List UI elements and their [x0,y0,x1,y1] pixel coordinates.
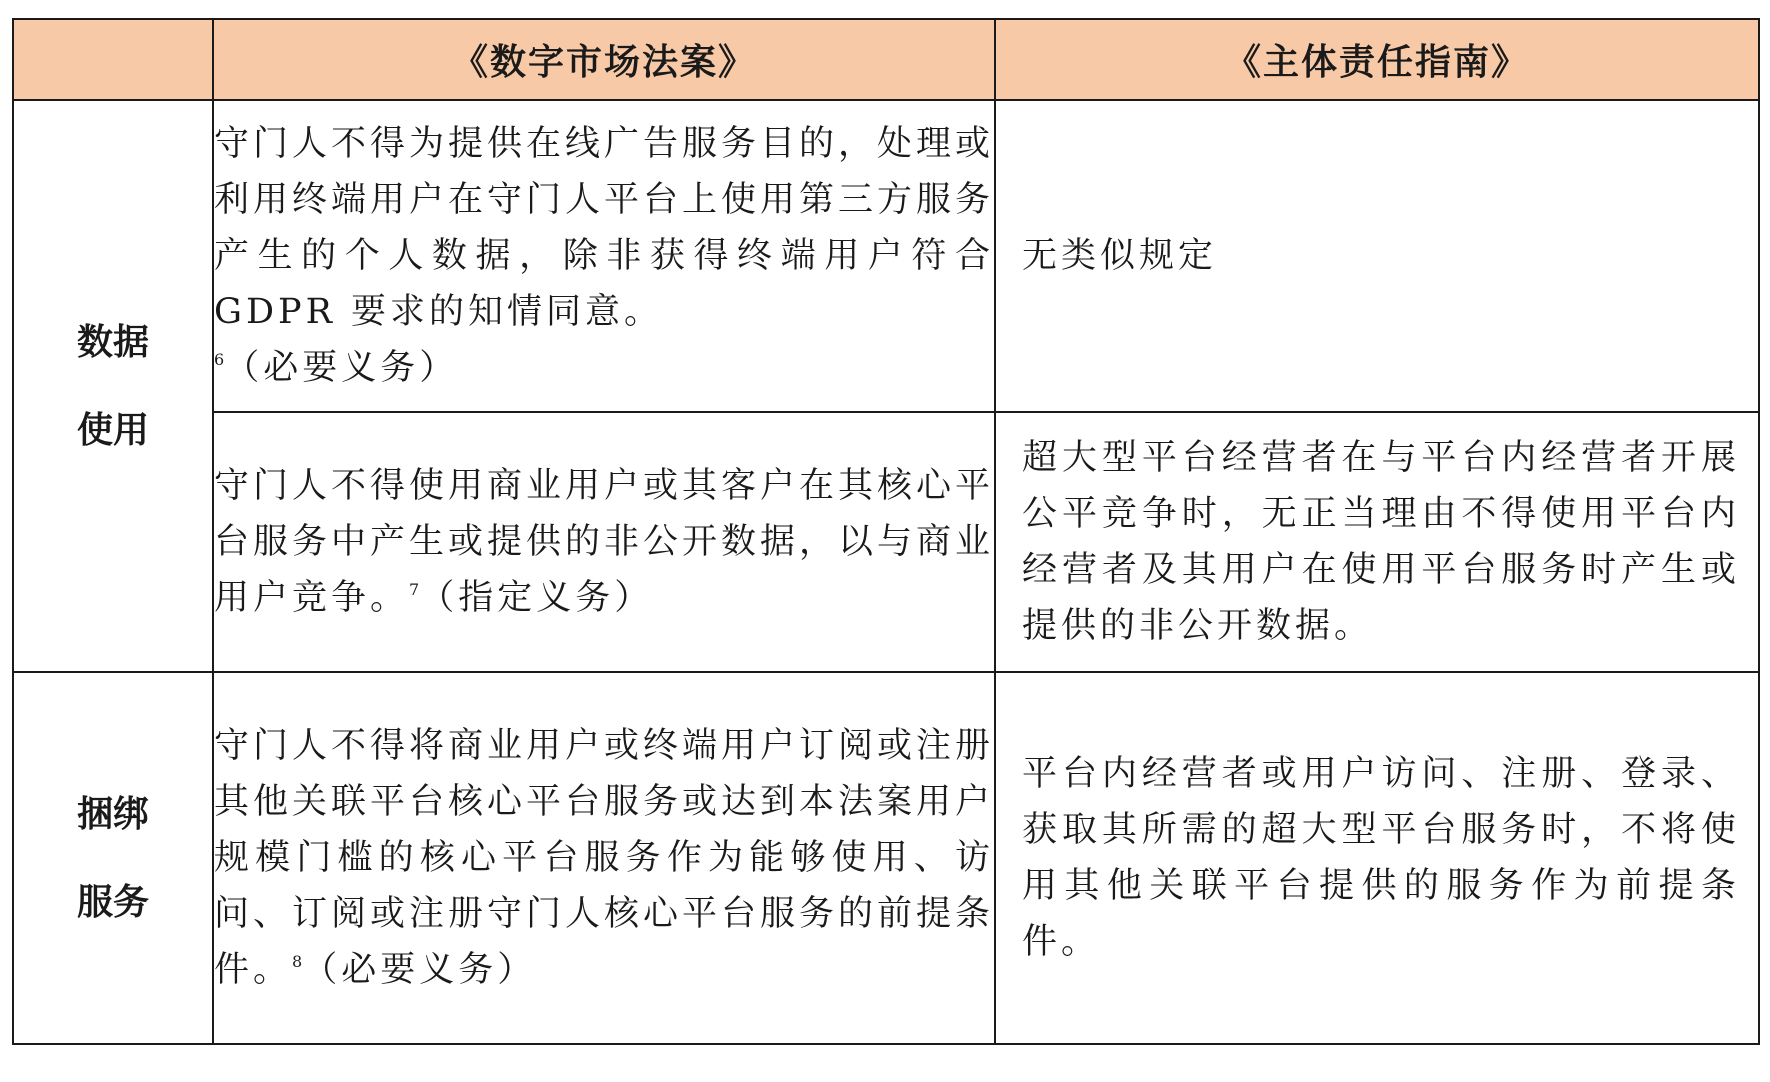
dma-cell [213,412,995,672]
comparison-table [12,18,1760,1045]
table-row [13,100,1759,412]
row-label-line: 数据 [76,321,149,363]
footnote-ref: 6 [214,350,225,369]
guide-cell [995,100,1759,412]
dma-text: 守门人不得将商业用户或终端用户订阅或注册其他关联平台核心平台服务或达到本法案用户规模门槛的核心平台服务作为能够使用、访问、订阅或注册守门人核心平台服务的前提条件。 [214,726,995,990]
corner-cell [13,19,213,100]
row-label-line: 使用 [76,409,149,451]
row-label-line: 捆绑 [76,793,149,835]
dma-cell [213,100,995,412]
footnote-ref: 8 [292,952,303,971]
guide-text: 无类似规定 [1022,236,1218,276]
obligation-tag: （必要义务） [224,348,459,388]
guide-text: 平台内经营者或用户访问、注册、登录、获取其所需的超大型平台服务时，不将使用其他关联平台提供的服务作为前提条件。 [1022,754,1740,962]
obligation-tag: （必要义务） [302,950,537,990]
dma-text: 守门人不得使用商业用户或其客户在其核心平台服务中产生或提供的非公开数据，以与商业用户竞争。 [214,466,995,618]
header-guide: 《主体责任指南》 [995,19,1759,100]
row-label-line: 服务 [76,881,149,923]
header-row [13,19,1759,100]
guide-cell [995,672,1759,1044]
table-row [13,412,1759,672]
table-row [13,672,1759,1044]
header-dma: 《数字市场法案》 [213,19,995,100]
obligation-tag: （指定义务） [419,578,654,618]
guide-text: 超大型平台经营者在与平台内经营者开展公平竞争时，无正当理由不得使用平台内经营者及其用户在使用平台服务时产生或提供的非公开数据。 [1022,438,1740,646]
row-label-bundling [13,672,213,1044]
guide-cell [995,412,1759,672]
dma-cell [213,672,995,1044]
row-label-data-use [13,100,213,672]
footnote-ref: 7 [409,580,420,599]
dma-text: 守门人不得为提供在线广告服务目的，处理或利用终端用户在守门人平台上使用第三方服务产生的个人数据，除非获得终端用户符合 GDPR 要求的知情同意。 [214,124,995,332]
